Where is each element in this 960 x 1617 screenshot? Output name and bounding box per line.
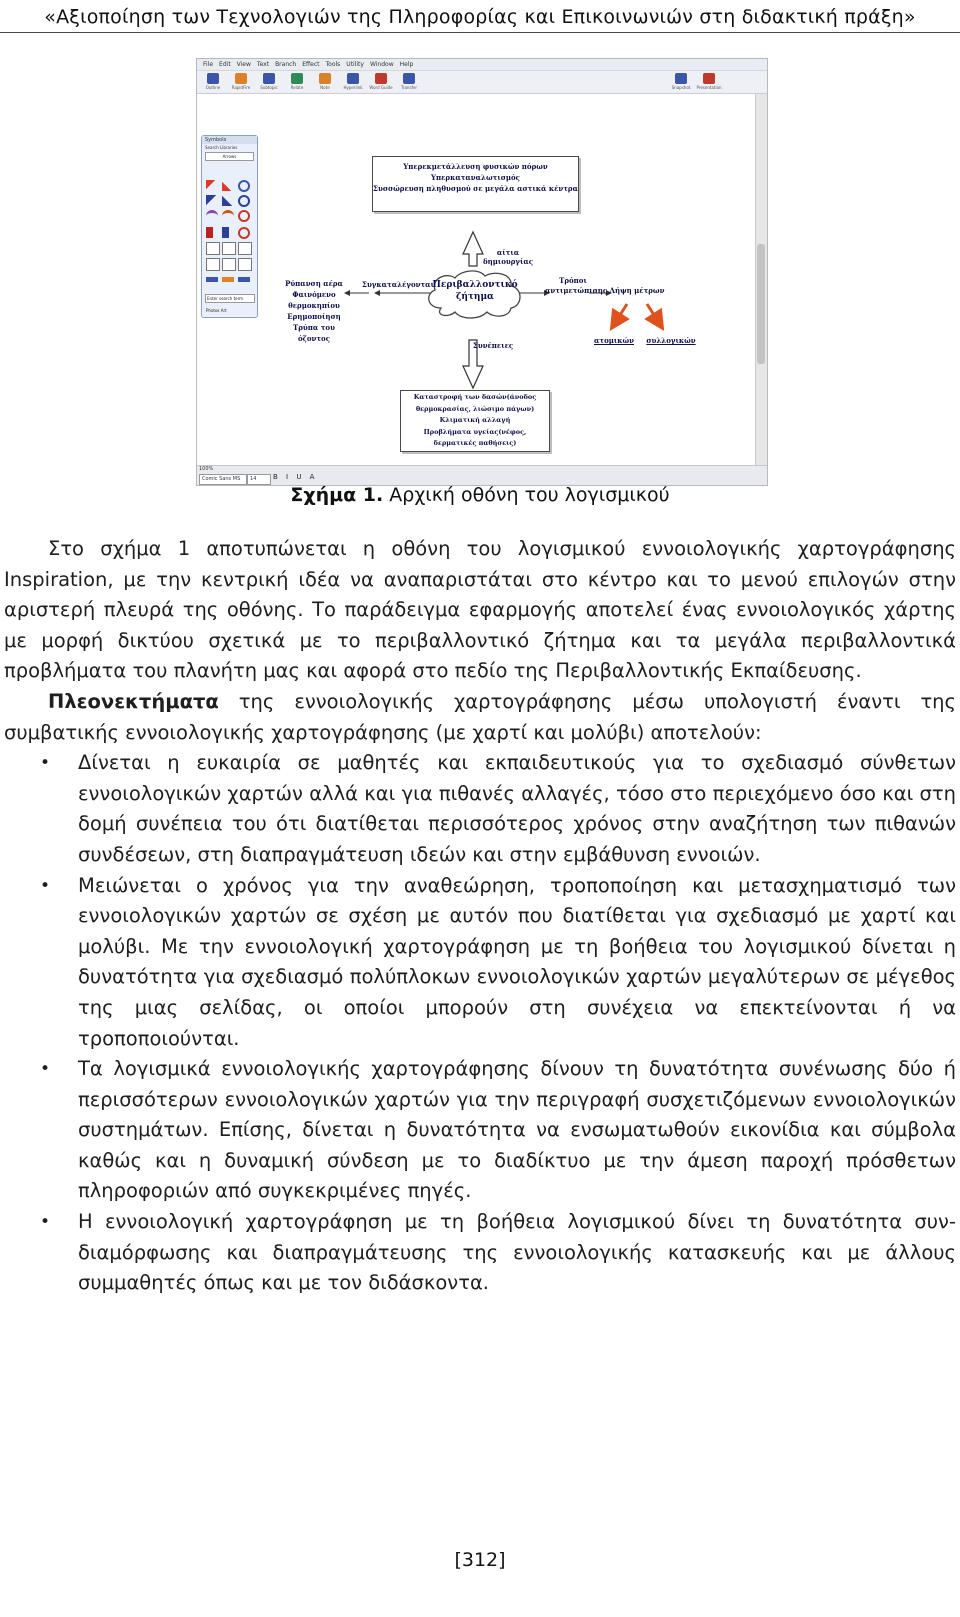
symbols-palette[interactable] bbox=[201, 135, 258, 318]
menu-tools[interactable]: Tools bbox=[325, 61, 341, 68]
arrow-symbol-icon[interactable] bbox=[238, 195, 250, 207]
menu-text[interactable]: Text bbox=[256, 61, 270, 68]
toolbar-transfer-button[interactable]: Transfer bbox=[395, 73, 423, 90]
scrollbar-thumb[interactable] bbox=[757, 244, 765, 364]
bullet-icon: • bbox=[40, 753, 51, 774]
toolbar-wordguide-button[interactable]: Word Guide bbox=[367, 73, 395, 90]
format-buttons[interactable]: B I U A bbox=[273, 473, 318, 481]
causes-link-label[interactable]: αίτια δημιουργίας bbox=[482, 248, 534, 266]
palette-category-select[interactable]: Arrows bbox=[205, 152, 254, 161]
running-header: «Αξιοποίηση των Τεχνολογιών της Πληροφορίας και Επικοινωνιών στη διδακτική πράξη» bbox=[44, 6, 916, 28]
includes-link-label[interactable]: Συγκαταλέγονται bbox=[362, 280, 434, 289]
page-number: [312] bbox=[454, 1549, 506, 1571]
arrow-symbol-icon[interactable] bbox=[238, 258, 252, 271]
list-item: • Τα λογισμικά εννοιολογικής χαρτογράφησης δίνουν τη δυνατότητα συνένωσης δύο ή περισσότερων εννοιολογικών χαρτών για την περιγραφή συσχετιζόμενων εννοιολογικών συστημάτων. Επίσης, δίνεται η δυνατότητα να ενσωματωθούν εικονίδια και σύμβολα καθώς και η δυναμική σύνδεση με το διαδίκτυο με την άμεση παροχή πρόσθετων πληροφοριών από συγκεκριμένες πηγές. bbox=[4, 1054, 956, 1207]
arrow-symbol-icon[interactable] bbox=[222, 258, 236, 271]
figure-caption-label: Σχήμα 1. bbox=[290, 484, 384, 506]
toolbar-hyperlink-button[interactable]: Hyperlink bbox=[339, 73, 367, 90]
list-item: • Δίνεται η ευκαιρία σε μαθητές και εκπαιδευτικούς για το σχεδιασμό σύνθετων εννοιολογικών χαρτών αλλά και για πιθανές αλλαγές, τόσο στο περιεχόμενο όσο και στη δομή συνέπεια του ότι διατίθεται περισσότερος χρόνος στην αναζήτηση των πιθανών συνδέσεων, στη διαπραγμάτευση ιδεών και στην εμβάθυνση εννοιών. bbox=[4, 748, 956, 870]
menu-effect[interactable]: Effect bbox=[302, 61, 320, 68]
figure-caption-text: Αρχική οθόνη του λογισμικού bbox=[383, 484, 670, 506]
font-select[interactable]: Comic Sans MS bbox=[199, 474, 247, 485]
zoom-level[interactable]: 100% bbox=[199, 466, 214, 472]
vertical-scrollbar[interactable] bbox=[755, 94, 767, 465]
central-idea-label: Περιβαλλοντικό ζήτημα bbox=[432, 280, 518, 302]
solutions-link-label[interactable]: Τρόποι αντιμετώπισης bbox=[545, 276, 608, 295]
paragraph: Πλεονεκτήματα της εννοιολογικής χαρτογράφησης μέσω υπολογιστή έναντι της συμβατικής εννοιολογικής χαρτογράφησης (με χαρτί και μολύβι) αποτελούν: bbox=[4, 689, 956, 744]
toolbar-snapshot-button[interactable]: Snapshot bbox=[667, 73, 695, 90]
list-item: • Μειώνεται ο χρόνος για την αναθεώρηση, τροποποίηση και μετασχηματισμό των εννοιολογικών χαρτών σε σχέση με αυτόν που διατίθεται για σχεδιασμό με χαρτί και μολύβι. Με την εννοιολογική χαρτογράφηση με τη βοήθεια του λογισμικού δίνεται η δυνατότητα για σχεδιασμό πολύπλοκων εννοιολογικών χαρτών μεγαλύτερων σε μέγεθος της μιας σελίδας, οι οποίοι μπορούν στη συνέχεια να επεκτείνονται ή να τροποποιούνται. bbox=[4, 871, 956, 1055]
causes-line: Συσσώρευση πληθυσμού σε μεγάλα αστικά κέντρα bbox=[373, 184, 578, 193]
causes-line: Υπερεκμετάλλευση φυσικών πόρων bbox=[403, 162, 548, 171]
arrow-symbol-icon[interactable] bbox=[206, 227, 218, 238]
font-size-select[interactable]: 14 bbox=[247, 474, 271, 485]
toolbar-note-button[interactable]: Note bbox=[311, 73, 339, 90]
list-item: • Η εννοιολογική χαρτογράφηση με τη βοήθεια λογισμικού δίνει τη δυνατότητα συν-διαμόρφωσης και διαπραγμάτευσης της εννοιολογικής κατασκευής και με άλλους συμμαθητές όπως και με τον διδάσκοντα. bbox=[4, 1207, 956, 1299]
palette-symbol-grid[interactable] bbox=[206, 180, 252, 282]
arrow-symbol-icon[interactable] bbox=[238, 180, 250, 192]
bullet-icon: • bbox=[40, 875, 51, 896]
causes-box[interactable] bbox=[372, 156, 579, 212]
palette-search-input[interactable]: Enter search term bbox=[205, 294, 255, 303]
measures-node[interactable]: Λήψη μέτρων bbox=[609, 286, 665, 295]
arrow-symbol-icon[interactable] bbox=[222, 180, 234, 191]
toolbar-subtopic-button[interactable]: Subtopic bbox=[255, 73, 283, 90]
arrow-symbol-icon[interactable] bbox=[222, 195, 234, 206]
causes-line: Υπερκαταναλωτισμός bbox=[431, 173, 520, 182]
bullet-icon: • bbox=[40, 1212, 51, 1233]
menu-edit[interactable]: Edit bbox=[219, 61, 231, 68]
problems-list[interactable]: Ρύπανση αέρα Φαινόμενο θερμοκηπίου Ερημοποίηση Τρύπα του όζοντος bbox=[285, 279, 343, 343]
figure-caption bbox=[0, 484, 960, 506]
arrow-symbol-icon[interactable] bbox=[238, 210, 250, 222]
toolbar-rapidfire-button[interactable]: RapidFire bbox=[227, 73, 255, 90]
toolbar-presentation-button[interactable]: Presentation bbox=[695, 73, 723, 90]
menu-view[interactable]: View bbox=[236, 61, 251, 68]
palette-options[interactable]: Photos Art bbox=[206, 308, 227, 313]
consequences-box[interactable]: Καταστροφή των δασών(άνοδος θερμοκρασίας, λιώσιμο πάγων) Κλιματική αλλαγή Προβλήματα υγείας(νέφος, δερματικές παθήσεις) bbox=[400, 390, 550, 452]
header-rule bbox=[0, 32, 960, 33]
advantages-heading: Πλεονεκτήματα bbox=[48, 689, 219, 713]
paragraph: Στο σχήμα 1 αποτυπώνεται η οθόνη του λογισμικού εννοιολογικής χαρτογράφησης Inspiration, με την κεντρική ιδέα να αναπαριστάται στο κέντρο και το μενού επιλογών στην αριστερή πλευρά της οθόνης. Το παράδειγμα εφαρμογής αποτελεί ένας εννοιολογικός χάρτης με μορφή δικτύου σχετικά με το περιβαλλοντικό ζήτημα και τα μεγάλα περιβαλλοντικά προβλήματα του πλανήτη μας και αφορά στο πεδίο της Περιβαλλοντικής Εκπαίδευσης. bbox=[4, 537, 956, 683]
toolbar-relate-button[interactable]: Relate bbox=[283, 73, 311, 90]
arrow-symbol-icon[interactable] bbox=[206, 277, 218, 282]
menu-help[interactable]: Help bbox=[399, 61, 414, 68]
arrow-symbol-icon[interactable] bbox=[238, 242, 252, 255]
arrow-symbol-icon[interactable] bbox=[238, 277, 250, 282]
consequences-link-label[interactable]: Συνέπειες bbox=[472, 341, 514, 350]
arrow-symbol-icon[interactable] bbox=[222, 227, 234, 238]
arrow-symbol-icon[interactable] bbox=[222, 210, 234, 224]
collective-measures-node[interactable]: συλλογικών bbox=[646, 336, 696, 345]
arrow-symbol-icon[interactable] bbox=[222, 277, 234, 282]
arrow-symbol-icon[interactable] bbox=[206, 210, 218, 224]
individual-measures-node[interactable]: ατομικών bbox=[593, 336, 635, 345]
toolbar-outline-button[interactable]: Outline bbox=[199, 73, 227, 90]
menu-bar bbox=[197, 59, 767, 71]
software-screenshot-figure bbox=[196, 58, 768, 486]
palette-tabs[interactable]: Search Libraries bbox=[205, 145, 238, 150]
body-text bbox=[4, 534, 956, 1299]
arrow-symbol-icon[interactable] bbox=[206, 258, 220, 271]
format-bar bbox=[197, 465, 767, 486]
bullet-icon: • bbox=[40, 1059, 51, 1080]
arrow-symbol-icon[interactable] bbox=[206, 180, 218, 191]
arrow-symbol-icon[interactable] bbox=[238, 227, 250, 239]
arrow-symbol-icon[interactable] bbox=[222, 242, 236, 255]
toolbar bbox=[197, 71, 767, 94]
arrow-symbol-icon[interactable] bbox=[206, 242, 220, 255]
advantages-list bbox=[4, 748, 956, 1299]
palette-title: Symbols bbox=[202, 136, 257, 144]
diagram-canvas[interactable] bbox=[197, 94, 755, 465]
menu-utility[interactable]: Utility bbox=[346, 61, 364, 68]
menu-branch[interactable]: Branch bbox=[275, 61, 297, 68]
arrow-symbol-icon[interactable] bbox=[206, 195, 218, 206]
menu-window[interactable]: Window bbox=[369, 61, 394, 68]
menu-file[interactable]: File bbox=[203, 61, 214, 68]
